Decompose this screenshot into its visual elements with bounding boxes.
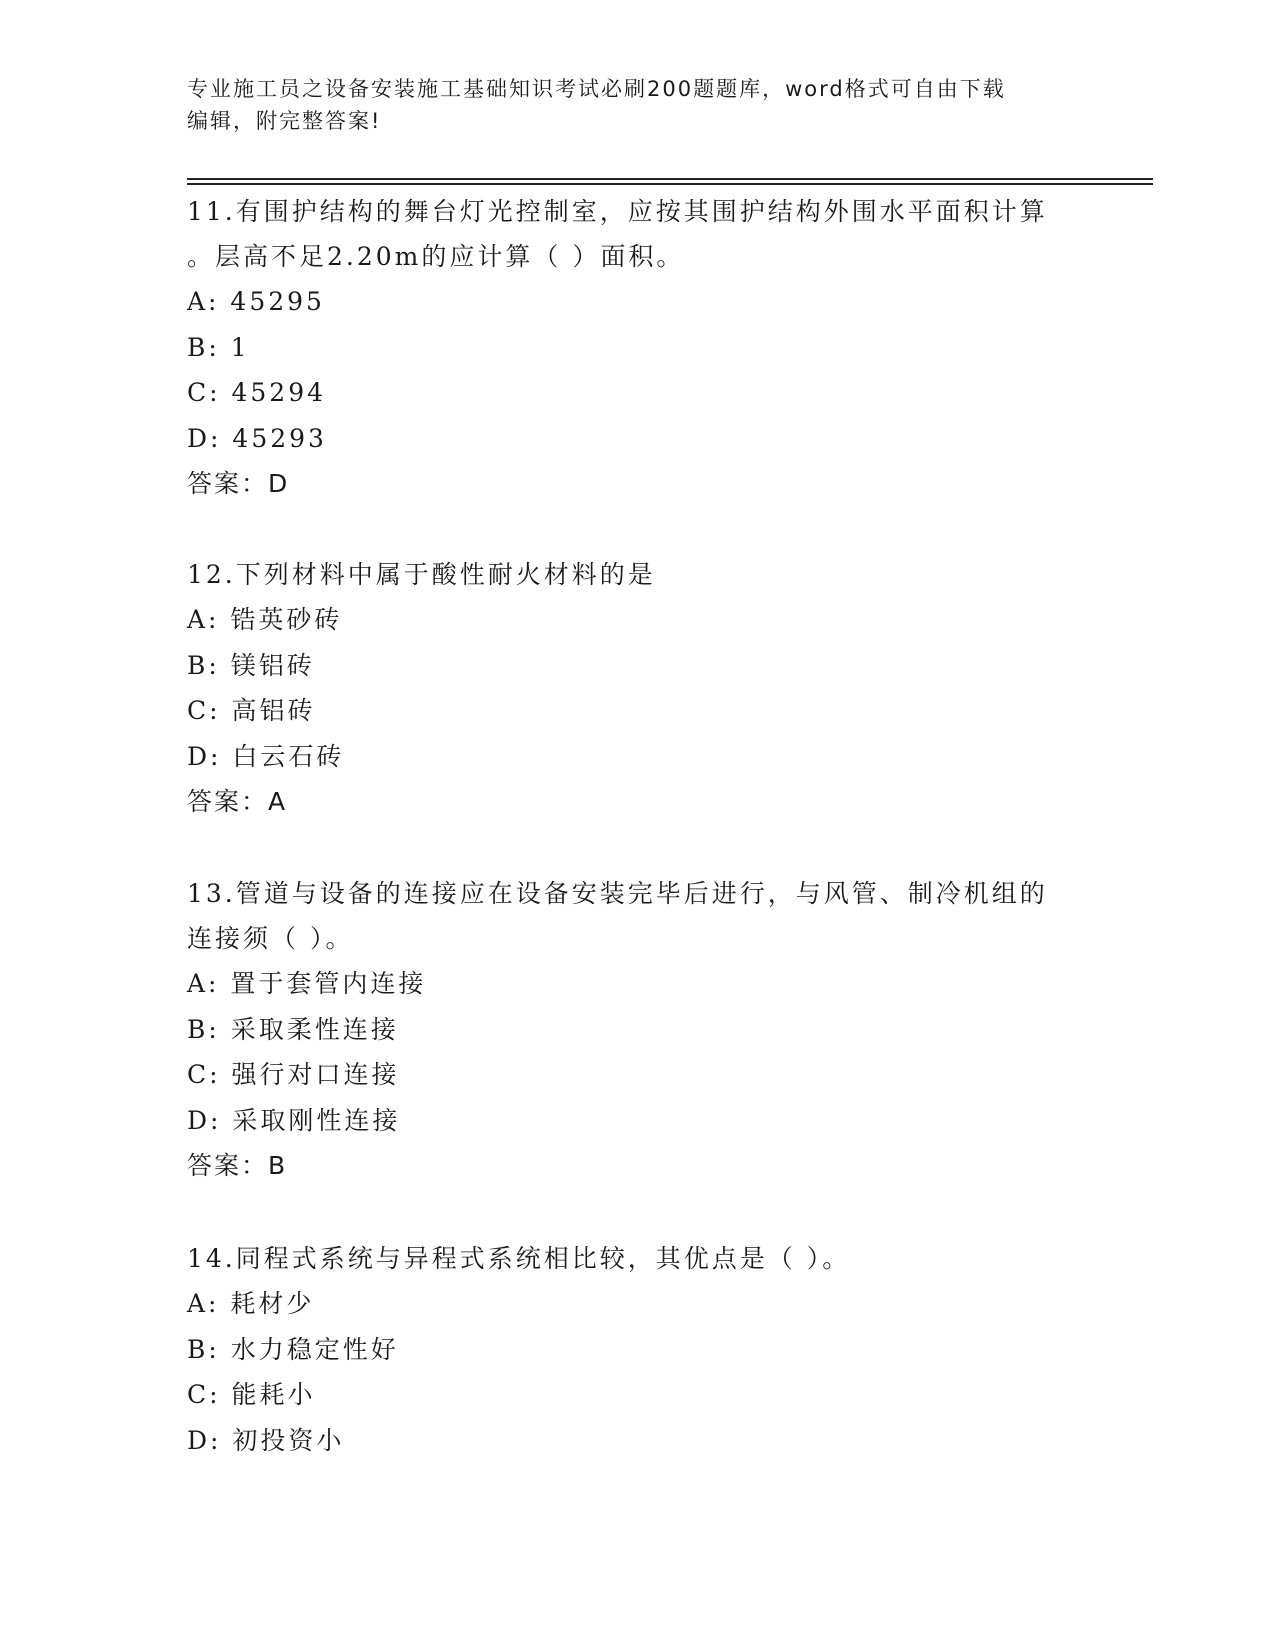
question-text: 11.有围护结构的舞台灯光控制室，应按其围护结构外围水平面积计算 。层高不足2.20m的应计算（ ）面积。 — [187, 197, 1048, 271]
option-b: B: 镁铝砖 — [187, 650, 315, 680]
header-divider-top — [187, 178, 1153, 180]
option-a: A: 锆英砂砖 — [187, 605, 343, 634]
option-b: B: 1 — [187, 332, 250, 362]
question-11 — [187, 189, 1087, 506]
answer: 答案：A — [187, 787, 288, 816]
option-a: A: 45295 — [187, 287, 325, 316]
question-13 — [187, 871, 1087, 1188]
document-header: 专业施工员之设备安装施工基础知识考试必刷200题题库，word格式可自由下载 编辑，附完整答案! — [187, 77, 1006, 133]
question-text: 13.管道与设备的连接应在设备安装完毕后进行，与风管、制冷机组的 连接须（ ）。 — [187, 879, 1048, 953]
header-divider-bottom — [187, 183, 1153, 185]
option-d: D: 白云石砖 — [187, 741, 345, 771]
option-d: D: 45293 — [187, 423, 327, 453]
answer: 答案：D — [187, 469, 290, 498]
option-d: D: 初投资小 — [187, 1425, 345, 1455]
option-b: B: 水力稳定性好 — [187, 1334, 399, 1364]
option-c: C: 45294 — [187, 378, 327, 407]
question-14 — [187, 1236, 1087, 1463]
answer: 答案：B — [187, 1151, 288, 1180]
question-text: 12.下列材料中属于酸性耐火材料的是 — [187, 560, 656, 589]
option-c: C: 能耗小 — [187, 1380, 316, 1409]
option-d: D: 采取刚性连接 — [187, 1105, 401, 1135]
question-12 — [187, 552, 1087, 824]
option-c: C: 高铝砖 — [187, 696, 316, 725]
question-text: 14.同程式系统与异程式系统相比较，其优点是（ ）。 — [187, 1244, 851, 1273]
option-a: A: 置于套管内连接 — [187, 969, 427, 998]
option-c: C: 强行对口连接 — [187, 1060, 400, 1089]
option-a: A: 耗材少 — [187, 1289, 315, 1318]
option-b: B: 采取柔性连接 — [187, 1014, 399, 1044]
